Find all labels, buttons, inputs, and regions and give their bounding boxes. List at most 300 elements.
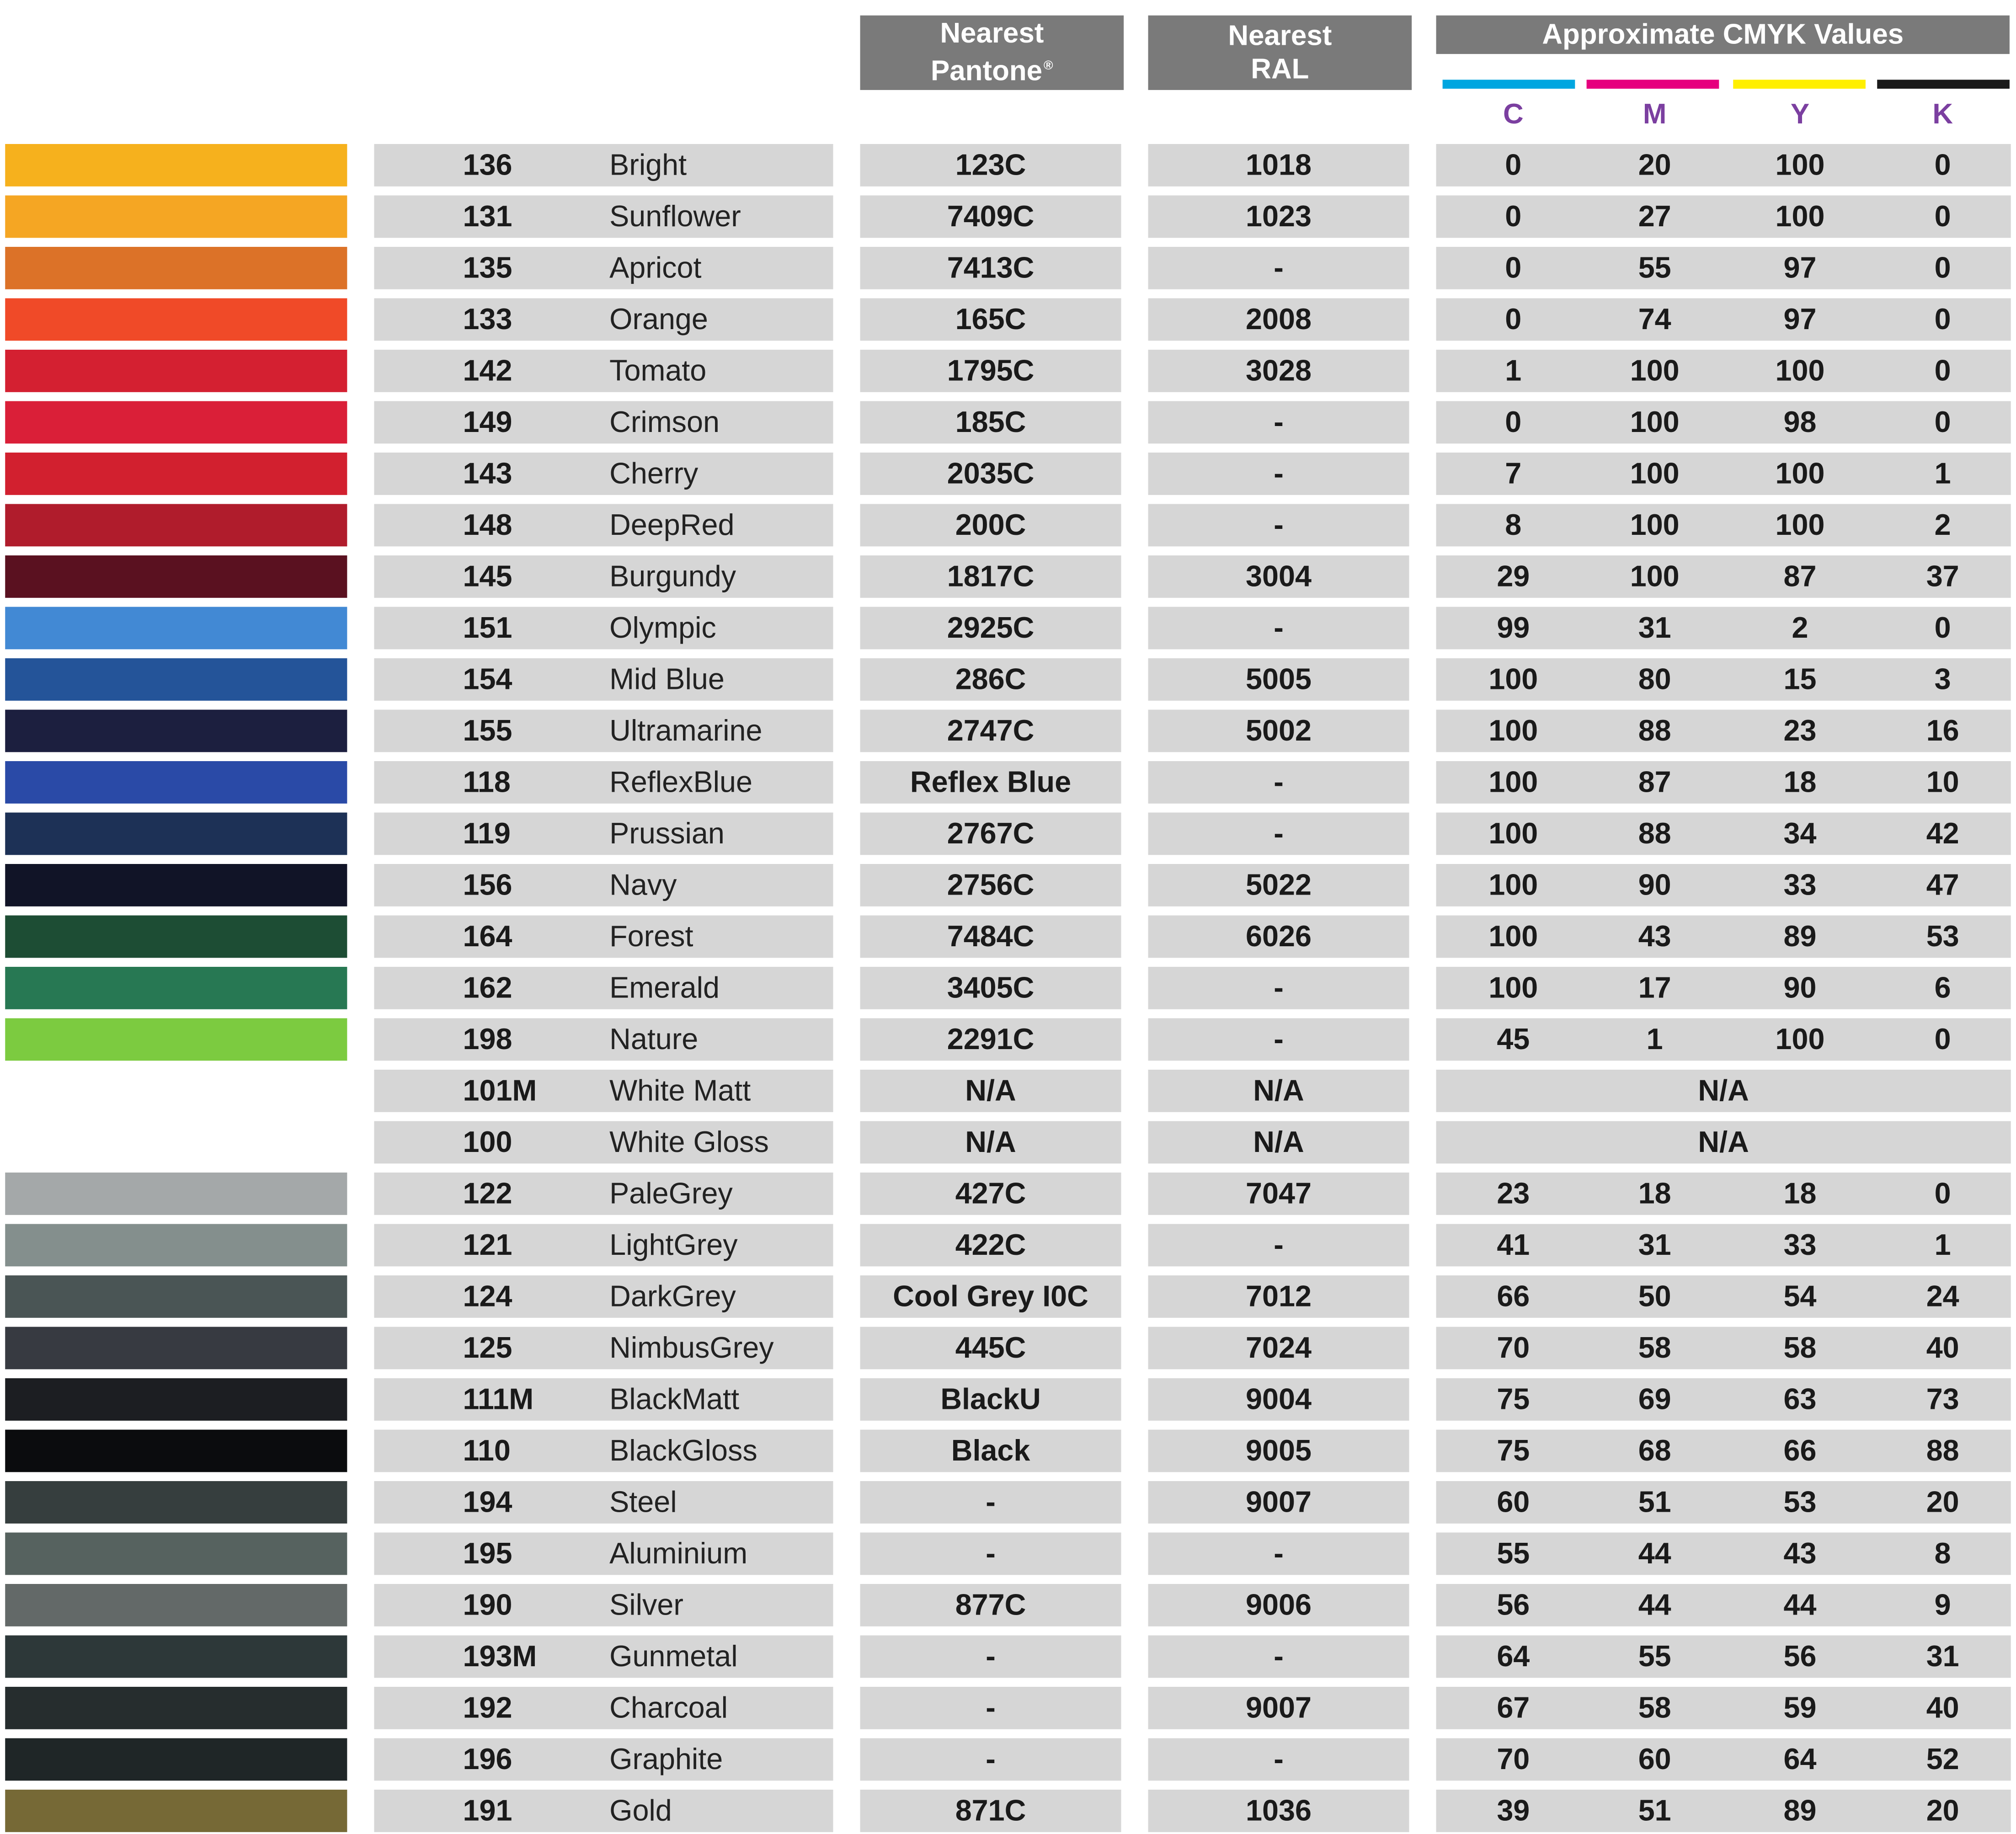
cmyk-k: 0 — [1934, 1022, 1951, 1056]
cmyk-y: 98 — [1783, 405, 1817, 439]
pantone-value: 7409C — [947, 199, 1035, 233]
ral-value: 9007 — [1246, 1690, 1312, 1724]
color-name: DeepRed — [609, 507, 735, 542]
cmyk-c: 100 — [1488, 868, 1538, 901]
cmyk-m: 20 — [1638, 148, 1671, 181]
table-row — [0, 967, 2016, 1009]
table-row — [0, 813, 2016, 855]
pantone-value: 3405C — [947, 970, 1035, 1004]
cmyk-m: 60 — [1638, 1742, 1671, 1776]
pantone-value: BlackU — [940, 1382, 1041, 1416]
color-code: 101M — [463, 1073, 537, 1107]
color-swatch — [5, 1224, 347, 1267]
pantone-value: 165C — [955, 302, 1026, 336]
pantone-value: 2756C — [947, 868, 1035, 901]
cmyk-k: 53 — [1926, 919, 1959, 953]
pantone-value: 422C — [955, 1227, 1026, 1262]
cmyk-k: 0 — [1934, 405, 1951, 439]
cmyk-y: 66 — [1783, 1433, 1817, 1467]
ral-value: N/A — [1253, 1125, 1304, 1159]
color-name: Cherry — [609, 456, 699, 490]
color-code: 190 — [463, 1588, 512, 1621]
color-code: 135 — [463, 251, 512, 284]
cmyk-c: 100 — [1488, 970, 1538, 1004]
cmyk-y: 90 — [1783, 970, 1817, 1004]
cmyk-c: 55 — [1497, 1536, 1530, 1570]
pantone-value: - — [986, 1485, 996, 1519]
cmyk-m: 88 — [1638, 713, 1671, 747]
table-row — [0, 299, 2016, 341]
cmyk-y: 59 — [1783, 1690, 1817, 1724]
color-code: 195 — [463, 1536, 512, 1570]
cmyk-c: 75 — [1497, 1382, 1530, 1416]
table-row — [0, 1533, 2016, 1575]
color-swatch — [5, 1173, 347, 1215]
color-name: White Matt — [609, 1073, 751, 1107]
cmyk-y: 43 — [1783, 1536, 1817, 1570]
table-row — [0, 1224, 2016, 1267]
cmyk-k: 52 — [1926, 1742, 1959, 1776]
magenta-bar — [1587, 80, 1719, 89]
cmyk-k: 1 — [1934, 1227, 1951, 1262]
cmyk-m: 27 — [1638, 199, 1671, 233]
color-swatch — [5, 350, 347, 392]
color-name: Orange — [609, 302, 708, 336]
color-swatch — [5, 967, 347, 1009]
cmyk-k: 20 — [1926, 1485, 1959, 1519]
table-row — [0, 1738, 2016, 1781]
color-swatch — [5, 1481, 347, 1524]
cmyk-na: N/A — [1698, 1073, 1749, 1107]
cmyk-y: 64 — [1783, 1742, 1817, 1776]
header-k: K — [1932, 97, 1953, 130]
cmyk-c: 66 — [1497, 1279, 1530, 1313]
color-code: 194 — [463, 1485, 512, 1519]
ral-value: 7024 — [1246, 1330, 1312, 1365]
pantone-value: 2035C — [947, 456, 1035, 490]
cmyk-na: N/A — [1698, 1125, 1749, 1159]
cmyk-y: 54 — [1783, 1279, 1817, 1313]
cmyk-y: 18 — [1783, 765, 1817, 799]
cmyk-m: 100 — [1630, 405, 1680, 439]
ral-value: 3028 — [1246, 353, 1312, 387]
header-ral-line1: Nearest — [1228, 19, 1332, 52]
ral-value: 6026 — [1246, 919, 1312, 953]
color-code: 191 — [463, 1793, 512, 1827]
color-name: Emerald — [609, 970, 720, 1004]
cmyk-k: 47 — [1926, 868, 1959, 901]
color-swatch — [5, 144, 347, 187]
color-swatch — [5, 401, 347, 444]
table-row — [0, 1070, 2016, 1112]
table-row — [0, 1378, 2016, 1421]
table-row — [0, 1584, 2016, 1626]
ral-value: - — [1274, 1536, 1284, 1570]
cmyk-c: 70 — [1497, 1742, 1530, 1776]
color-code: 122 — [463, 1176, 512, 1210]
cmyk-k: 1 — [1934, 456, 1951, 490]
color-code: 121 — [463, 1227, 512, 1262]
pantone-value: 1817C — [947, 559, 1035, 593]
table-row — [0, 1790, 2016, 1832]
cmyk-c: 0 — [1505, 405, 1522, 439]
ral-value: 3004 — [1246, 559, 1312, 593]
cmyk-c: 100 — [1488, 919, 1538, 953]
color-code: 145 — [463, 559, 512, 593]
header-ral-line2: RAL — [1251, 53, 1309, 85]
cmyk-m: 17 — [1638, 970, 1671, 1004]
header-nearest-ral — [1148, 16, 1412, 90]
registered-mark: ® — [1043, 59, 1053, 74]
cmyk-m: 1 — [1646, 1022, 1663, 1056]
table-row — [0, 144, 2016, 187]
table-row — [0, 401, 2016, 444]
header-y: Y — [1790, 97, 1810, 130]
cmyk-k: 31 — [1926, 1639, 1959, 1673]
color-swatch — [5, 1430, 347, 1472]
table-row — [0, 555, 2016, 598]
ral-value: 2008 — [1246, 302, 1312, 336]
color-name: Forest — [609, 919, 693, 953]
pantone-value: 185C — [955, 405, 1026, 439]
cmyk-k: 0 — [1934, 1176, 1951, 1210]
color-code: 111M — [463, 1382, 534, 1416]
ral-value: 9005 — [1246, 1433, 1312, 1467]
color-code: 149 — [463, 405, 512, 439]
color-code: 148 — [463, 507, 512, 542]
color-swatch — [5, 1327, 347, 1370]
color-code: 119 — [463, 816, 511, 850]
color-code: 193M — [463, 1639, 537, 1673]
ral-value: - — [1274, 610, 1284, 645]
cmyk-m: 50 — [1638, 1279, 1671, 1313]
cmyk-k: 0 — [1934, 610, 1951, 645]
color-swatch — [5, 761, 347, 804]
cmyk-m: 68 — [1638, 1433, 1671, 1467]
color-name: Sunflower — [609, 199, 741, 233]
table-row — [0, 1173, 2016, 1215]
color-name: Apricot — [609, 251, 702, 284]
cmyk-c: 39 — [1497, 1793, 1530, 1827]
cmyk-k: 8 — [1934, 1536, 1951, 1570]
ral-value: - — [1274, 765, 1284, 799]
cmyk-c: 41 — [1497, 1227, 1530, 1262]
ral-value: - — [1274, 970, 1284, 1004]
color-code: 124 — [463, 1279, 512, 1313]
pantone-value: 427C — [955, 1176, 1026, 1210]
cmyk-m: 87 — [1638, 765, 1671, 799]
color-code: 133 — [463, 302, 512, 336]
color-swatch — [5, 1275, 347, 1318]
color-name: Tomato — [609, 353, 707, 387]
cmyk-y: 87 — [1783, 559, 1817, 593]
color-code: 154 — [463, 662, 512, 696]
cmyk-m: 51 — [1638, 1793, 1671, 1827]
table-row — [0, 350, 2016, 392]
cmyk-c: 100 — [1488, 765, 1538, 799]
black-bar — [1877, 80, 2010, 89]
color-name: Bright — [609, 148, 687, 181]
color-code: 136 — [463, 148, 512, 181]
color-code: 110 — [463, 1433, 511, 1467]
ral-value: 9006 — [1246, 1588, 1312, 1621]
color-name: LightGrey — [609, 1227, 738, 1262]
color-code: 118 — [463, 765, 511, 799]
cmyk-y: 97 — [1783, 251, 1817, 284]
cmyk-k: 3 — [1934, 662, 1951, 696]
color-code: 143 — [463, 456, 512, 490]
cmyk-y: 44 — [1783, 1588, 1817, 1621]
cmyk-c: 60 — [1497, 1485, 1530, 1519]
table-row — [0, 1275, 2016, 1318]
ral-value: - — [1274, 1022, 1284, 1056]
ral-value: 9004 — [1246, 1382, 1312, 1416]
cmyk-c: 8 — [1505, 507, 1522, 542]
color-name: Charcoal — [609, 1690, 728, 1724]
pantone-value: 2925C — [947, 610, 1035, 645]
ral-value: - — [1274, 405, 1284, 439]
cmyk-c: 45 — [1497, 1022, 1530, 1056]
cmyk-y: 89 — [1783, 1793, 1817, 1827]
color-code: 151 — [463, 610, 512, 645]
ral-value: 7047 — [1246, 1176, 1312, 1210]
color-code: 156 — [463, 868, 512, 901]
pantone-value: 445C — [955, 1330, 1026, 1365]
cmyk-y: 34 — [1783, 816, 1817, 850]
cmyk-y: 23 — [1783, 713, 1817, 747]
color-name: Ultramarine — [609, 713, 763, 747]
color-name: NimbusGrey — [609, 1330, 774, 1365]
cmyk-k: 37 — [1926, 559, 1959, 593]
cmyk-y: 97 — [1783, 302, 1817, 336]
color-swatch — [5, 1070, 347, 1112]
color-swatch — [5, 1018, 347, 1061]
cmyk-y: 100 — [1775, 148, 1825, 181]
ral-value: 5002 — [1246, 713, 1312, 747]
pantone-value: 2291C — [947, 1022, 1035, 1056]
color-swatch — [5, 555, 347, 598]
table-row — [0, 710, 2016, 752]
pantone-value: - — [986, 1536, 996, 1570]
cmyk-c: 0 — [1505, 199, 1522, 233]
cmyk-k: 73 — [1926, 1382, 1959, 1416]
cmyk-m: 90 — [1638, 868, 1671, 901]
cmyk-y: 100 — [1775, 353, 1825, 387]
color-swatch — [5, 864, 347, 906]
header-nearest-pantone — [860, 16, 1124, 90]
table-row — [0, 607, 2016, 650]
cmyk-m: 44 — [1638, 1588, 1671, 1621]
cmyk-y: 33 — [1783, 1227, 1817, 1262]
cyan-bar — [1443, 80, 1575, 89]
color-name: DarkGrey — [609, 1279, 736, 1313]
color-name: ReflexBlue — [609, 765, 752, 799]
cmyk-c: 99 — [1497, 610, 1530, 645]
pantone-value: N/A — [965, 1073, 1016, 1107]
pantone-value: 123C — [955, 148, 1026, 181]
color-name: Prussian — [609, 816, 725, 850]
cmyk-y: 100 — [1775, 456, 1825, 490]
pantone-value: - — [986, 1690, 996, 1724]
cmyk-m: 88 — [1638, 816, 1671, 850]
header-pantone-line1: Nearest — [940, 17, 1044, 49]
color-code: 164 — [463, 919, 512, 953]
cmyk-k: 42 — [1926, 816, 1959, 850]
pantone-value: 286C — [955, 662, 1026, 696]
cmyk-c: 64 — [1497, 1639, 1530, 1673]
color-name: Olympic — [609, 610, 716, 645]
color-swatch — [5, 1738, 347, 1781]
table-row — [0, 1481, 2016, 1524]
cmyk-y: 100 — [1775, 199, 1825, 233]
cmyk-k: 2 — [1934, 507, 1951, 542]
cmyk-m: 31 — [1638, 1227, 1671, 1262]
color-name: Burgundy — [609, 559, 736, 593]
table-row — [0, 916, 2016, 958]
pantone-value: N/A — [965, 1125, 1016, 1159]
table-row — [0, 196, 2016, 238]
table-row — [0, 504, 2016, 547]
pantone-value: Cool Grey I0C — [893, 1279, 1088, 1313]
color-code: 155 — [463, 713, 512, 747]
ral-value: - — [1274, 1227, 1284, 1262]
cmyk-m: 100 — [1630, 456, 1680, 490]
ral-value: - — [1274, 251, 1284, 284]
pantone-value: 7413C — [947, 251, 1035, 284]
ral-value: 5022 — [1246, 868, 1312, 901]
cmyk-c: 1 — [1505, 353, 1522, 387]
cmyk-c: 29 — [1497, 559, 1530, 593]
table-row — [0, 1636, 2016, 1678]
color-swatch — [5, 1121, 347, 1164]
color-code: 142 — [463, 353, 512, 387]
color-name: Nature — [609, 1022, 699, 1056]
color-swatch — [5, 1636, 347, 1678]
header-cmyk-title: Approximate CMYK Values — [1542, 18, 1904, 50]
pantone-value: 877C — [955, 1588, 1026, 1621]
cmyk-k: 10 — [1926, 765, 1959, 799]
table-row — [0, 1687, 2016, 1729]
table-row — [0, 453, 2016, 495]
pantone-value: 1795C — [947, 353, 1035, 387]
cmyk-c: 23 — [1497, 1176, 1530, 1210]
table-row — [0, 864, 2016, 906]
color-code: 125 — [463, 1330, 512, 1365]
cmyk-c: 0 — [1505, 251, 1522, 284]
pantone-value: Black — [951, 1433, 1030, 1467]
ral-value: - — [1274, 507, 1284, 542]
table-row — [0, 1327, 2016, 1370]
color-name: Steel — [609, 1485, 677, 1519]
color-swatch — [5, 658, 347, 701]
color-swatch — [5, 710, 347, 752]
cmyk-m: 55 — [1638, 1639, 1671, 1673]
table-row — [0, 1430, 2016, 1472]
color-swatch — [5, 607, 347, 650]
color-swatch — [5, 453, 347, 495]
cmyk-m: 69 — [1638, 1382, 1671, 1416]
cmyk-c: 67 — [1497, 1690, 1530, 1724]
table-row — [0, 658, 2016, 701]
color-name: Graphite — [609, 1742, 723, 1776]
color-code: 162 — [463, 970, 512, 1004]
cmyk-k: 40 — [1926, 1330, 1959, 1365]
cmyk-c: 100 — [1488, 816, 1538, 850]
pantone-value: 200C — [955, 507, 1026, 542]
ral-value: 9007 — [1246, 1485, 1312, 1519]
cmyk-c: 7 — [1505, 456, 1522, 490]
cmyk-m: 51 — [1638, 1485, 1671, 1519]
cmyk-y: 58 — [1783, 1330, 1817, 1365]
pantone-value: - — [986, 1742, 996, 1776]
header-c: C — [1503, 97, 1524, 130]
header-m: M — [1643, 97, 1667, 130]
cmyk-m: 43 — [1638, 919, 1671, 953]
pantone-value: 2767C — [947, 816, 1035, 850]
color-name: BlackMatt — [609, 1382, 740, 1416]
cmyk-y: 100 — [1775, 1022, 1825, 1056]
color-name: Silver — [609, 1588, 683, 1621]
cmyk-c: 70 — [1497, 1330, 1530, 1365]
color-swatch — [5, 1790, 347, 1832]
cmyk-k: 6 — [1934, 970, 1951, 1004]
color-swatch — [5, 916, 347, 958]
cmyk-m: 31 — [1638, 610, 1671, 645]
ral-value: 1036 — [1246, 1793, 1312, 1827]
color-swatch — [5, 813, 347, 855]
header-cmyk — [1436, 16, 2010, 54]
cmyk-k: 9 — [1934, 1588, 1951, 1621]
color-code: 131 — [463, 199, 512, 233]
cmyk-k: 0 — [1934, 353, 1951, 387]
color-name: Gunmetal — [609, 1639, 738, 1673]
cmyk-m: 58 — [1638, 1690, 1671, 1724]
cmyk-k: 0 — [1934, 199, 1951, 233]
cmyk-m: 100 — [1630, 559, 1680, 593]
color-code: 196 — [463, 1742, 512, 1776]
color-name: Gold — [609, 1793, 672, 1827]
cmyk-y: 53 — [1783, 1485, 1817, 1519]
color-code: 192 — [463, 1690, 512, 1724]
cmyk-y: 63 — [1783, 1382, 1817, 1416]
ral-value: - — [1274, 1742, 1284, 1776]
pantone-value: - — [986, 1639, 996, 1673]
color-swatch — [5, 1687, 347, 1729]
cmyk-c: 56 — [1497, 1588, 1530, 1621]
cmyk-k: 24 — [1926, 1279, 1959, 1313]
pantone-value: 7484C — [947, 919, 1035, 953]
cmyk-m: 100 — [1630, 507, 1680, 542]
color-swatch — [5, 196, 347, 238]
cmyk-k: 20 — [1926, 1793, 1959, 1827]
pantone-value: Reflex Blue — [910, 765, 1072, 799]
cmyk-c: 75 — [1497, 1433, 1530, 1467]
color-code: 100 — [463, 1125, 512, 1159]
color-name: PaleGrey — [609, 1176, 733, 1210]
color-name: Crimson — [609, 405, 720, 439]
cmyk-m: 100 — [1630, 353, 1680, 387]
cmyk-c: 0 — [1505, 302, 1522, 336]
header-pantone-line2: Pantone — [930, 54, 1043, 87]
color-name: Navy — [609, 868, 677, 901]
ral-value: N/A — [1253, 1073, 1304, 1107]
table-row — [0, 247, 2016, 289]
cmyk-k: 88 — [1926, 1433, 1959, 1467]
ral-value: - — [1274, 816, 1284, 850]
color-swatch — [5, 1533, 347, 1575]
ral-value: - — [1274, 456, 1284, 490]
cmyk-y: 33 — [1783, 868, 1817, 901]
